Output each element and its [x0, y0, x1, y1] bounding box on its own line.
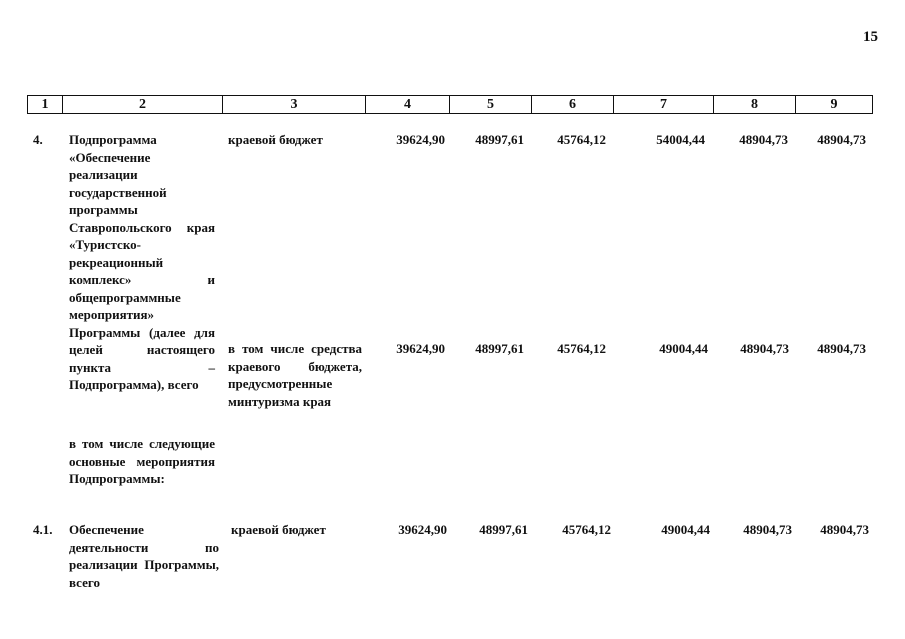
row-name: в том числе следующие основные мероприятия Подпрограммы:: [69, 436, 215, 486]
row-funding-source: краевой бюджет: [231, 522, 326, 537]
value-col-9: 48904,73: [817, 132, 866, 147]
row-name: Обеспечение деятельности по реализации Программы, всего: [69, 522, 219, 590]
header-col-1: 1: [28, 96, 63, 114]
row-number: 4.1.: [33, 522, 53, 537]
header-col-3: 3: [223, 96, 366, 114]
row-funding-source: краевой бюджет: [228, 132, 323, 147]
row-name: Подпрограмма «Обеспечение реализации государственной программы Ставропольского края «Туристско-рекреационный комплекс» и общепрограммные мероприятия» Программы (далее для целей настоящего пункта – Подпрограмма), всего: [69, 132, 215, 392]
value-col-7: 54004,44: [656, 132, 705, 147]
value-col-6: 45764,12: [557, 341, 606, 356]
header-col-4: 4: [366, 96, 450, 114]
column-number-header: [27, 95, 873, 114]
value-col-6: 45764,12: [557, 132, 606, 147]
value-col-9: 48904,73: [820, 522, 869, 537]
value-col-6: 45764,12: [562, 522, 611, 537]
header-col-6: 6: [532, 96, 614, 114]
value-col-7: 49004,44: [661, 522, 710, 537]
value-col-5: 48997,61: [475, 341, 524, 356]
row-funding-source: в том числе средства краевого бюджета, предусмотренные минтуризма края: [228, 341, 362, 409]
value-col-8: 48904,73: [740, 341, 789, 356]
value-col-5: 48997,61: [479, 522, 528, 537]
value-col-5: 48997,61: [475, 132, 524, 147]
value-col-8: 48904,73: [739, 132, 788, 147]
header-col-7: 7: [614, 96, 714, 114]
value-col-4: 39624,90: [398, 522, 447, 537]
page-number: 15: [863, 29, 878, 45]
header-col-2: 2: [63, 96, 223, 114]
value-col-8: 48904,73: [743, 522, 792, 537]
row-number: 4.: [33, 132, 43, 147]
value-col-4: 39624,90: [396, 132, 445, 147]
header-col-9: 9: [796, 96, 873, 114]
value-col-7: 49004,44: [659, 341, 708, 356]
value-col-9: 48904,73: [817, 341, 866, 356]
value-col-4: 39624,90: [396, 341, 445, 356]
header-col-5: 5: [450, 96, 532, 114]
header-col-8: 8: [714, 96, 796, 114]
